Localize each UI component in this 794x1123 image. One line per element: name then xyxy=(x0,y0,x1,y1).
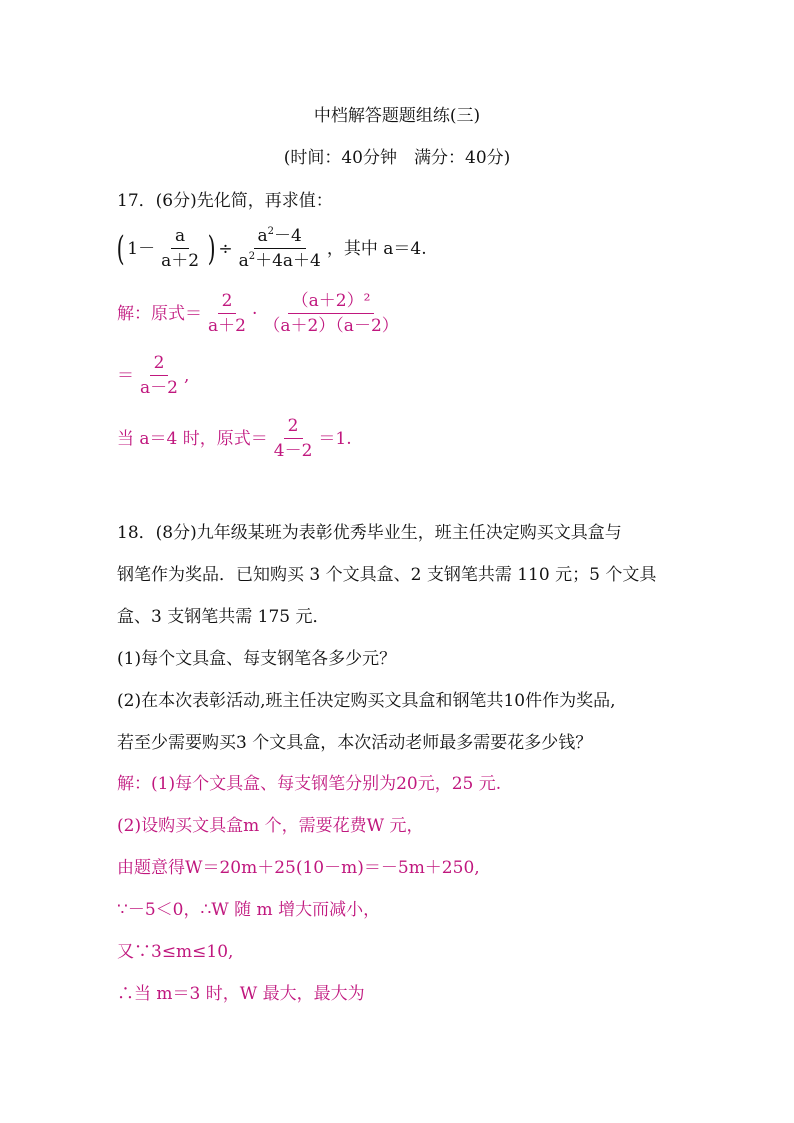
q17-expression xyxy=(114,228,427,270)
divide-sign: ÷ xyxy=(218,238,233,259)
left-paren: ( xyxy=(116,229,125,269)
exponent: 2 xyxy=(267,226,275,237)
denominator: a＋2 xyxy=(208,316,246,336)
denominator: （a＋2）（a－2） xyxy=(263,316,399,336)
q17-solution-line3 xyxy=(117,418,352,460)
rest: ＋4a＋4 xyxy=(255,251,321,271)
q18-line: 18．(8分)九年级某班为表彰优秀毕业生，班主任决定购买文具盒与 xyxy=(117,523,622,543)
numerator xyxy=(254,228,306,249)
q18-line: (2)在本次表彰活动,班主任决定购买文具盒和钢笔共10件作为奖品, xyxy=(117,691,616,711)
equals: ＝ xyxy=(117,365,134,386)
numerator: 2 xyxy=(284,418,303,439)
q18-answer-line: (2)设购买文具盒m 个，需要花费W 元， xyxy=(117,816,424,836)
q18-answer-line: 由题意得W＝20m＋25(10－m)＝－5m＋250, xyxy=(117,858,480,878)
solution-prefix: 解：原式＝ xyxy=(117,303,202,324)
q17-solution-line2 xyxy=(117,355,189,397)
comma: , xyxy=(183,365,190,386)
q18-line: 若至少需要购买3 个文具盒，本次活动老师最多需要花多少钱？ xyxy=(117,733,593,753)
base: a xyxy=(238,251,249,271)
page-title: 中档解答题题组练(三) xyxy=(313,106,481,126)
numerator: 2 xyxy=(150,355,169,376)
base: a xyxy=(257,226,268,246)
numerator: （a＋2）² xyxy=(288,293,375,314)
q18-line: 盒、3 支钢笔共需 175 元． xyxy=(117,607,330,627)
q18-answer-line: 又∵3≤m≤10, xyxy=(117,942,234,962)
fraction-2-over-4-minus-2 xyxy=(270,418,317,460)
fraction-2-over-a-minus-2 xyxy=(136,355,182,397)
q18-line: 钢笔作为奖品．已知购买 3 个文具盒、2 支钢笔共需 110 元；5 个文具 xyxy=(117,565,657,585)
right-paren: ) xyxy=(207,229,216,269)
denominator: a＋2 xyxy=(161,251,200,271)
rest: －4 xyxy=(274,226,302,246)
q18-answer-line: 解：(1)每个文具盒、每支钢笔分别为20元，25 元. xyxy=(117,774,502,794)
result: ＝1. xyxy=(318,428,352,449)
numerator: a xyxy=(171,228,189,249)
page-subtitle: (时间：40分钟 满分：40分) xyxy=(283,148,511,168)
fraction-second xyxy=(235,228,325,270)
substitution-text: 当 a＝4 时，原式＝ xyxy=(117,428,268,449)
denominator: 4－2 xyxy=(273,441,313,461)
q18-line: (1)每个文具盒、每支钢笔各多少元？ xyxy=(117,649,397,669)
exponent: 2 xyxy=(248,251,256,262)
one-minus: 1－ xyxy=(127,238,156,259)
condition: ，其中 a＝4. xyxy=(326,238,427,259)
numerator: 2 xyxy=(218,293,237,314)
q17-solution-line1 xyxy=(117,293,405,335)
q17-header: 17．(6分)先化简，再求值： xyxy=(117,191,333,211)
fraction-2-over-a-plus-2 xyxy=(204,293,250,335)
fraction-squared-over-product xyxy=(259,293,402,335)
multiply-dot: · xyxy=(251,303,258,324)
denominator xyxy=(235,249,325,270)
q18-answer-line: ∵－5＜0，∴W 随 m 增大而减小， xyxy=(117,900,381,920)
denominator: a－2 xyxy=(140,378,178,398)
fraction-a-over-a-plus-2 xyxy=(157,228,203,270)
q18-answer-line: ∴当 m＝3 时，W 最大，最大为 xyxy=(117,984,365,1004)
